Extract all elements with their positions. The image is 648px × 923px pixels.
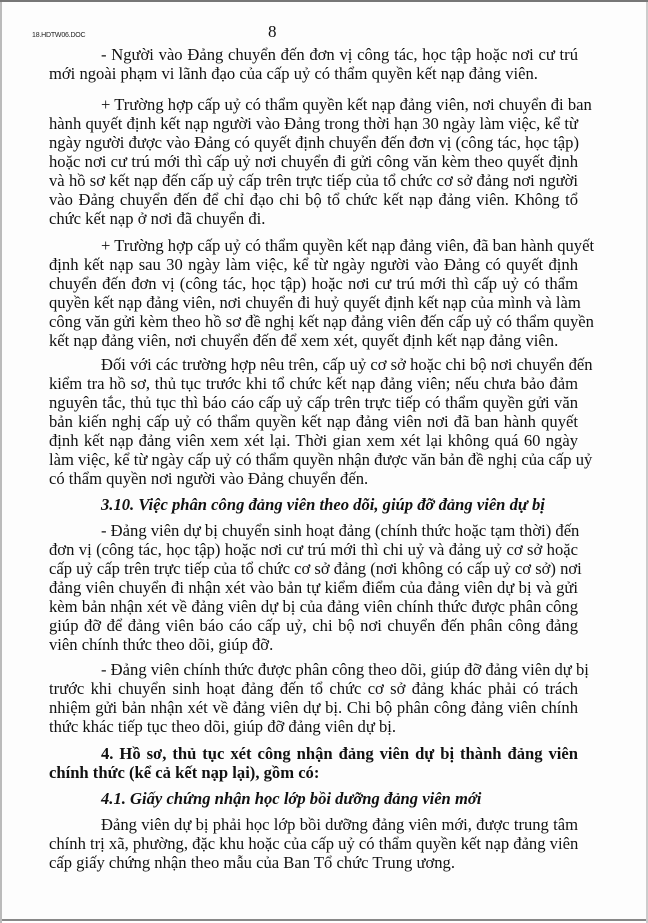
paragraph-line: kiểm tra hồ sơ, thủ tục trước khi tổ chức kết nạp đảng viên; nếu chưa bảo đảm bbox=[49, 374, 578, 393]
paragraph-line: chức kết nạp ở nơi đã chuyển đi. bbox=[49, 209, 266, 228]
paragraph-line: Đối với các trường hợp nêu trên, cấp uỷ cơ sở hoặc chi bộ nơi chuyển đến bbox=[101, 355, 593, 374]
paragraph-line: viên chính thức theo dõi, giúp đỡ. bbox=[49, 635, 274, 654]
section-heading-3-10: 3.10. Việc phân công đảng viên theo dõi, giúp đỡ đảng viên dự bị bbox=[101, 495, 545, 514]
paragraph-line: công văn gửi kèm theo hồ sơ đề nghị kết nạp đảng viên đến cấp uỷ có thẩm quyền bbox=[49, 312, 594, 331]
paragraph-line: định kết nạp sau 30 ngày làm việc, kể từ ngày người vào Đảng có quyết định bbox=[49, 255, 578, 274]
paragraph-line: ngày người được vào Đảng có quyết định chuyển đến đơn vị (công tác, học tập) bbox=[49, 133, 579, 152]
section-heading-4-1: 4.1. Giấy chứng nhận học lớp bồi dưỡng đảng viên mới bbox=[101, 789, 482, 808]
paragraph-line: kèm bản nhận xét về đảng viên dự bị của đảng viên chính thức được phân công bbox=[49, 597, 578, 616]
paragraph-line: - Người vào Đảng chuyển đến đơn vị công tác, học tập hoặc nơi cư trú bbox=[101, 45, 578, 64]
paragraph-line: - Đảng viên dự bị chuyển sinh hoạt đảng (chính thức hoặc tạm thời) đến bbox=[101, 521, 580, 540]
paragraph-line: bản kiến nghị cấp uỷ có thẩm quyền kết nạp đảng viên nơi đã ban hành quyết bbox=[49, 412, 578, 431]
paragraph-line: đảng viên chuyển đi nhận xét vào bản tự kiểm điểm của đảng viên dự bị và gửi bbox=[49, 578, 578, 597]
paragraph-line: cấp uỷ cấp trên trực tiếp của tổ chức cơ sở đảng (nơi không có cấp uỷ cơ sở) nơi bbox=[49, 559, 582, 578]
paragraph-line: giúp đỡ để đảng viên báo cáo cấp uỷ, chi bộ nơi chuyển đến phân công đảng bbox=[49, 616, 578, 635]
paragraph-line: chính trị xã, phường, đặc khu hoặc của cấp uỷ có thẩm quyền kết nạp đảng viên bbox=[49, 834, 579, 853]
paragraph-line: định kết nạp đảng viên xem xét lại. Thời gian xem xét lại không quá 60 ngày bbox=[49, 431, 578, 450]
paragraph-line: và hồ sơ kết nạp đến cấp uỷ cấp trên trực tiếp của tổ chức cơ sở đảng nơi người bbox=[49, 171, 578, 190]
paragraph-line: kết nạp đảng viên, nơi chuyển đến để xem xét, quyết định kết nạp đảng viên. bbox=[49, 331, 559, 350]
paragraph-line: vào Đảng chuyển đến để chỉ đạo chi bộ tổ chức kết nạp đảng viên. Không tổ bbox=[49, 190, 578, 209]
paragraph-line: hoặc nơi cư trú mới thì cấp uỷ nơi chuyển đi gửi công văn kèm theo quyết định bbox=[49, 152, 578, 171]
paragraph-line: mới ngoài phạm vi lãnh đạo của cấp uỷ có thẩm quyền kết nạp đảng viên. bbox=[49, 64, 538, 83]
page-edge-left bbox=[0, 2, 2, 923]
paragraph-line: thức khác tiếp tục theo dõi, giúp đỡ đảng viên dự bị. bbox=[49, 717, 397, 736]
paragraph-line: có thẩm quyền nơi người vào Đảng chuyển đến. bbox=[49, 469, 369, 488]
paragraph-line: hành quyết định kết nạp người vào Đảng trong thời hạn 30 ngày làm việc, kể từ bbox=[49, 114, 578, 133]
paragraph-line: Đảng viên dự bị phải học lớp bồi dưỡng đảng viên mới, được trung tâm bbox=[101, 815, 578, 834]
paragraph-line: trước khi chuyển sinh hoạt đảng đến tổ chức cơ sở đảng khác phải có trách bbox=[49, 679, 578, 698]
paragraph-line: + Trường hợp cấp uỷ có thẩm quyền kết nạp đảng viên, nơi chuyển đi ban bbox=[101, 95, 592, 114]
page-number: 8 bbox=[268, 22, 277, 41]
file-name-header: 18.HDTW06.DOC bbox=[32, 32, 86, 39]
section-heading-4: 4. Hồ sơ, thủ tục xét công nhận đảng viên dự bị thành đảng viên bbox=[101, 744, 578, 763]
paragraph-line: cấp giấy chứng nhận theo mẫu của Ban Tổ chức Trung ương. bbox=[49, 853, 455, 872]
paragraph-line: nhiệm gửi bản nhận xét về đảng viên dự bị. Chi bộ phân công đảng viên chính bbox=[49, 698, 578, 717]
paragraph-line: quyền kết nạp đảng viên, nơi chuyển đi huỷ quyết định kết nạp của mình và làm bbox=[49, 293, 581, 312]
paragraph-line: + Trường hợp cấp uỷ có thẩm quyền kết nạp đảng viên, đã ban hành quyết bbox=[101, 236, 595, 255]
paragraph-line: nguyên tắc, thủ tục thì báo cáo cấp uỷ cấp trên trực tiếp có thẩm quyền gửi văn bbox=[49, 393, 578, 412]
paragraph-line: chuyển đến đơn vị (công tác, học tập) hoặc nơi cư trú mới thì cấp uỷ có thẩm bbox=[49, 274, 578, 293]
paragraph-line: - Đảng viên chính thức được phân công theo dõi, giúp đỡ đảng viên dự bị bbox=[101, 660, 589, 679]
section-heading-4-cont: chính thức (kể cả kết nạp lại), gồm có: bbox=[49, 763, 320, 782]
paragraph-line: đơn vị (công tác, học tập) hoặc nơi cư trú mới thì chi uỷ và đảng uỷ cơ sở hoặc bbox=[49, 540, 578, 559]
paragraph-line: làm việc, kể từ ngày cấp uỷ có thẩm quyền nhận được văn bản đề nghị của cấp uỷ bbox=[49, 450, 593, 469]
